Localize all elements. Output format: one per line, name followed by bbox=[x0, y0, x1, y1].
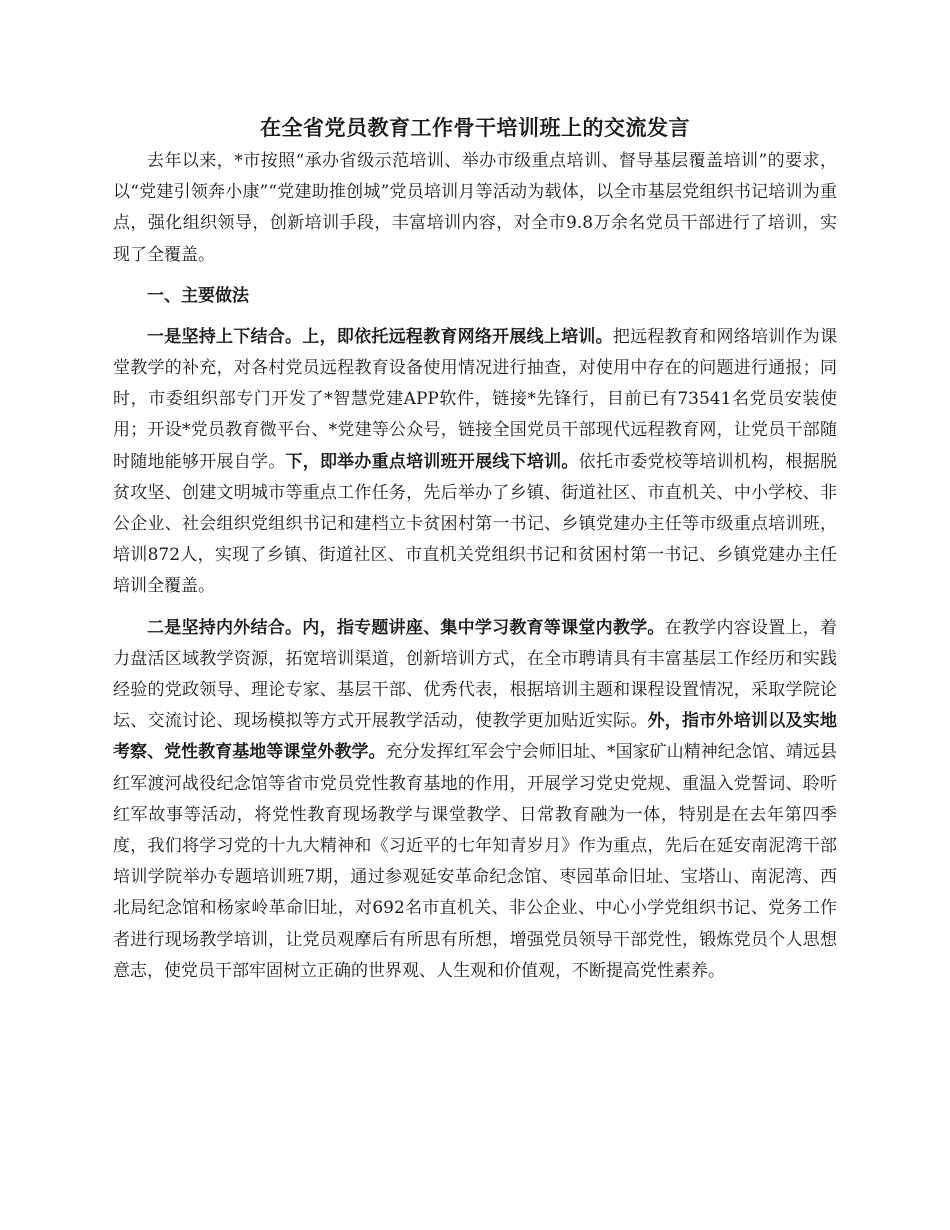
bold-lead-inner: 二是坚持内外结合。内，指专题讲座、集中学习教育等课堂内教学。 bbox=[147, 617, 665, 638]
paragraph-upper-lower-combination bbox=[113, 322, 837, 603]
body-text-classroom-teaching: 在教学内容设置上，着力盘活区域教学资源，拓宽培训渠道，创新培训方式，在全市聘请具有丰富基层工作经历和实践经验的党政领导、理论专家、基层干部、优秀代表，根据培训主题和课程设置情况，采取学院论坛、交流讨论、现场模拟等方式开展教学活动，使教学更加贴近实际。 bbox=[113, 617, 838, 732]
paragraph-inner-outer-combination bbox=[113, 613, 837, 987]
bold-lead-lower: 下，即举办重点培训班开展线下培训。 bbox=[285, 451, 579, 472]
bold-lead-upper: 一是坚持上下结合。上，即依托远程教育网络开展线上培训。 bbox=[147, 326, 613, 347]
section-heading-main-practices: 一、主要做法 bbox=[147, 285, 249, 306]
document-title: 在全省党员教育工作骨干培训班上的交流发言 bbox=[260, 116, 690, 140]
body-text-field-teaching: 充分发挥红军会宁会师旧址、*国家矿山精神纪念馆、靖远县红军渡河战役纪念馆等省市党员党性教育基地的作用，开展学习党史党规、重温入党誓词、聆听红军故事等活动，将党性教育现场教学与课堂教学、日常教育融为一体，特别是在去年第四季度，我们将学习党的十九大精神和《习近平的七年知青岁月》作为重点，先后在延安南泥湾干部培训学院举办专题培训班7期，通过参观延安革命纪念馆、枣园革命旧址、宝塔山、南泥湾、西北局纪念馆和杨家岭革命旧址，对692名市直机关、非公企业、中心小学党组织书记、党务工作者进行现场教学培训，让党员观摩后有所思有所想，增强党员领导干部党性，锻炼党员个人思想意志，使党员干部牢固树立正确的世界观、人生观和价值观，不断提高党性素养。 bbox=[113, 742, 838, 981]
body-text-online-training: 把远程教育和网络培训作为课堂教学的补充，对各村党员远程教育设备使用情况进行抽查，对使用中存在的问题进行通报；同时，市委组织部专门开发了*智慧党建APP软件，链接*先锋行，目前已有73541名党员安装使用；开设*党员教育微平台、*党建等公众号，链接全国党员干部现代远程教育网，让党员干部随时随地能够开展自学。 bbox=[113, 326, 837, 472]
body-text-offline-training: 依托市委党校等培训机构，根据脱贫攻坚、创建文明城市等重点工作任务，先后举办了乡镇、街道社区、市直机关、中小学校、非公企业、社会组织党组织书记和建档立卡贫困村第一书记、乡镇党建办主任等市级重点培训班，培训872人，实现了乡镇、街道社区、市直机关党组织书记和贫困村第一书记、乡镇党建办主任培训全覆盖。 bbox=[113, 451, 838, 597]
intro-paragraph: 去年以来，*市按照“承办省级示范培训、举办市级重点培训、督导基层覆盖培训”的要求，以“党建引领奔小康”“党建助推创城”党员培训月等活动为载体，以全市基层党组织书记培训为重点，强化组织领导，创新培训手段，丰富培训内容，对全市9.8万余名党员干部进行了培训，实现了全覆盖。 bbox=[113, 151, 837, 265]
document-page bbox=[113, 112, 837, 987]
bold-lead-outer: 外，指市外培训以及实地考察、党性教育基地等课堂外教学。 bbox=[113, 711, 838, 763]
